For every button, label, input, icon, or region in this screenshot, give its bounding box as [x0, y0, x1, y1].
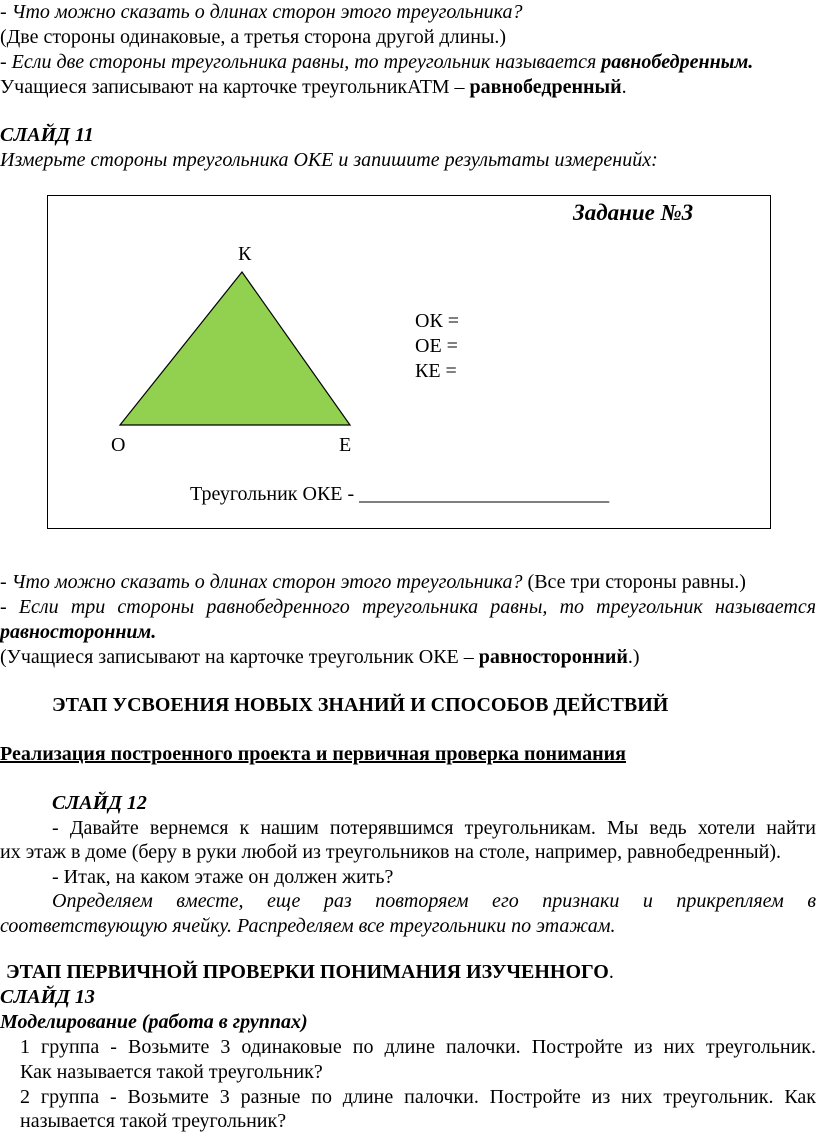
triangle-oke: [120, 272, 350, 425]
slide-12-para-3a: Определяем вместе, еще раз повторяем его признаки и прикрепляем в: [52, 890, 816, 912]
slide-12-title: СЛАЙД 12: [52, 792, 147, 814]
statement-2: - Если три стороны равнобедренного треугольника равны, то треугольник называется: [0, 596, 816, 618]
answer-1: (Две стороны одинаковые, а третья сторона другой длины.): [0, 26, 507, 48]
stage-heading-1: ЭТАП УСВОЕНИЯ НОВЫХ ЗНАНИЙ И СПОСОБОВ ДЕЙСТВИЙ: [52, 694, 669, 716]
slide-11-title: СЛАЙД 11: [0, 124, 94, 146]
statement-1: - Если две стороны треугольника равны, то треугольник называется равнобедренным.: [0, 51, 754, 73]
slide-13-title: СЛАЙД 13: [0, 986, 95, 1008]
section-subheading: Реализация построенного проекта и первичная проверка понимания: [0, 743, 626, 765]
vertex-o-label: О: [111, 434, 126, 456]
statement-2-term: равносторонним.: [0, 621, 157, 643]
group-1-task: 1 группа - Возьмите 3 одинаковые по длине палочки. Постройте из них треугольник.: [20, 1036, 816, 1058]
record-2: (Учащиеся записывают на карточке треугольник ОКЕ – равносторонний.): [0, 646, 640, 668]
question-2: - Что можно сказать о длинах сторон этого треугольника? (Все три стороны равны.): [0, 571, 746, 593]
slide-12-para-2: - Итак, на каком этаже он должен жить?: [52, 866, 394, 888]
slide-12-para-1a: - Давайте вернемся к нашим потерявшимся треугольникам. Мы ведь хотели найти: [52, 817, 816, 839]
stage-heading-2: ЭТАП ПЕРВИЧНОЙ ПРОВЕРКИ ПОНИМАНИЯ ИЗУЧЕННОГО.: [6, 961, 614, 983]
slide-12-para-3b: соответствующую ячейку. Распределяем все треугольники по этажам.: [0, 915, 616, 937]
side-ke-label: КЕ =: [415, 360, 457, 382]
vertex-k-label: К: [238, 243, 252, 265]
group-2-question: называется такой треугольник?: [20, 1110, 287, 1132]
slide-12-para-1b: их этаж в доме (беру в руки любой из треугольников на столе, например, равнобедренный).: [0, 841, 781, 863]
slide-13-subtitle: Моделирование (работа в группах): [0, 1011, 308, 1033]
task-title: Задание №3: [573, 200, 694, 225]
slide-11-instruction: Измерьте стороны треугольника ОКЕ и запишите результаты измеренийх:: [0, 149, 658, 171]
record-1: Учащиеся записывают на карточке треугольникАТМ – равнобедренный.: [0, 76, 627, 98]
side-oe-label: ОЕ =: [415, 335, 458, 357]
group-1-question: Как называется такой треугольник?: [20, 1061, 323, 1083]
vertex-e-label: Е: [339, 434, 352, 456]
group-2-task: 2 группа - Возьмите 3 разные по длине палочки. Постройте из них треугольник. Как: [20, 1086, 816, 1108]
triangle-answer-line: Треугольник ОКЕ - _________________________: [190, 483, 610, 505]
question-1: - Что можно сказать о длинах сторон этого треугольника?: [0, 1, 523, 23]
side-ok-label: ОК =: [415, 310, 460, 332]
